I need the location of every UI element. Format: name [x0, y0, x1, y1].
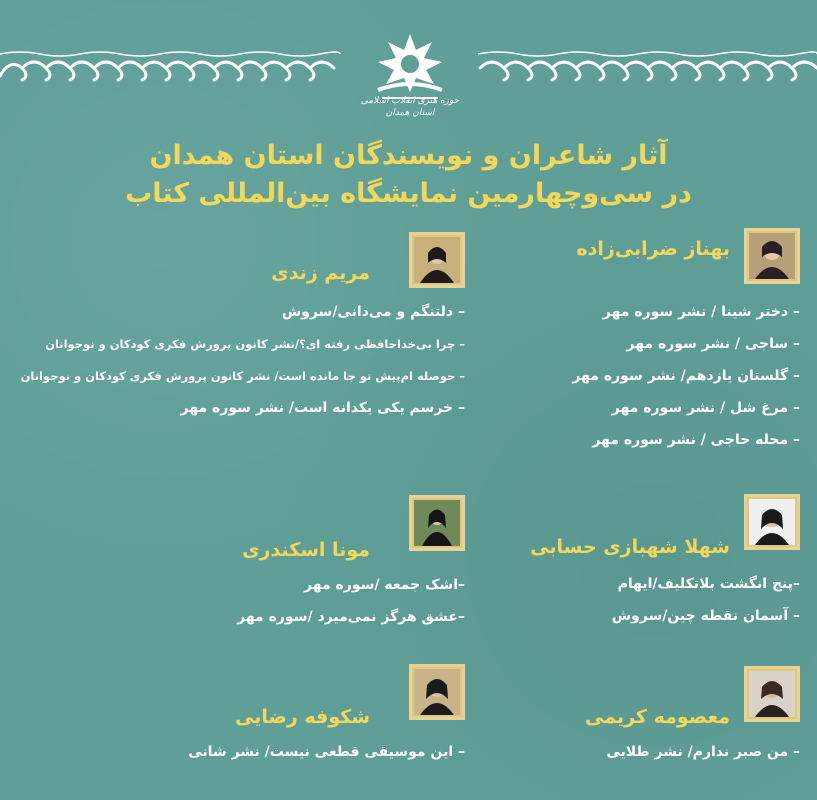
- author-card-2: [10, 232, 465, 432]
- author-name: شهلا شهبازی حسابی: [530, 536, 730, 558]
- book-item: – آسمان نقطه چین/سروش: [611, 608, 800, 624]
- book-item: –پنج انگشت بلاتکلیف/ایهام: [617, 576, 800, 592]
- book-list: [612, 568, 800, 632]
- book-list: [21, 296, 465, 424]
- logo-line-2: استان همدان: [385, 108, 435, 118]
- author-photo: [409, 495, 465, 551]
- book-item: – ساجی / نشر سوره مهر: [626, 336, 800, 352]
- author-photo: [409, 232, 465, 288]
- book-item: –اشک جمعه /سوره مهر: [304, 577, 465, 593]
- book-item: – من صبر ندارم/ نشر طلایی: [606, 744, 800, 760]
- portrait-icon: [414, 669, 460, 715]
- author-card-1: [410, 228, 810, 468]
- author-photo: [744, 228, 800, 284]
- book-item: – دلتنگم و می‌دانی/سروش: [281, 304, 465, 320]
- author-photo: [744, 666, 800, 722]
- portrait-icon: [414, 500, 460, 546]
- book-item: – خرسم یکی یکدانه است/ نشر سوره مهر: [180, 400, 465, 416]
- portrait-icon: [749, 499, 795, 545]
- book-item: – دختر شینا / نشر سوره مهر: [602, 304, 800, 320]
- portrait-icon: [414, 237, 460, 283]
- author-name: معصومه کریمی: [585, 706, 730, 728]
- page-title-line-1: آثار شاعران و نویسندگان استان همدان: [149, 140, 668, 171]
- author-card-4: [10, 495, 465, 635]
- book-list: [572, 296, 800, 456]
- author-name: مونا اسکندری: [242, 539, 370, 561]
- book-list: [606, 736, 800, 768]
- author-card-6: [10, 664, 465, 774]
- author-card-3: [410, 494, 810, 634]
- author-card-5: [410, 666, 810, 776]
- page-title-line-2: در سی‌وچهارمین نمایشگاه بین‌المللی کتاب: [125, 178, 692, 209]
- logo-line-1: حوزه هنری انقلاب اسلامی: [360, 96, 460, 106]
- book-item: – چرا بی‌خداحافظی رفته ای؟/نشر کانون پرورش فکری کودکان و نوجوانان: [45, 337, 465, 351]
- book-item: –عشق هرگز نمی‌میرد /سوره مهر: [237, 609, 465, 625]
- author-photo: [744, 494, 800, 550]
- author-name: بهناز ضرابی‌زاده: [576, 238, 730, 260]
- portrait-icon: [749, 671, 795, 717]
- book-item: – این موسیقی قطعی نیست/ نشر شانی: [188, 744, 465, 760]
- book-item: – مرغ شل / نشر سوره مهر: [611, 400, 800, 416]
- author-photo: [409, 664, 465, 720]
- logo-caption: [355, 95, 465, 119]
- book-list: [188, 736, 465, 768]
- book-item: – حوصله ام‌پیش تو جا مانده است/ نشر کانون پرورش فکری کودکان و نوجوانان: [20, 369, 465, 383]
- author-name: مریم زندی: [271, 262, 370, 284]
- book-item: – گلستان یازدهم/ نشر سوره مهر: [572, 368, 800, 384]
- portrait-icon: [749, 233, 795, 279]
- book-item: – محله حاجی / نشر سوره مهر: [592, 432, 800, 448]
- book-list: [237, 569, 465, 633]
- author-name: شکوفه رضایی: [234, 706, 370, 728]
